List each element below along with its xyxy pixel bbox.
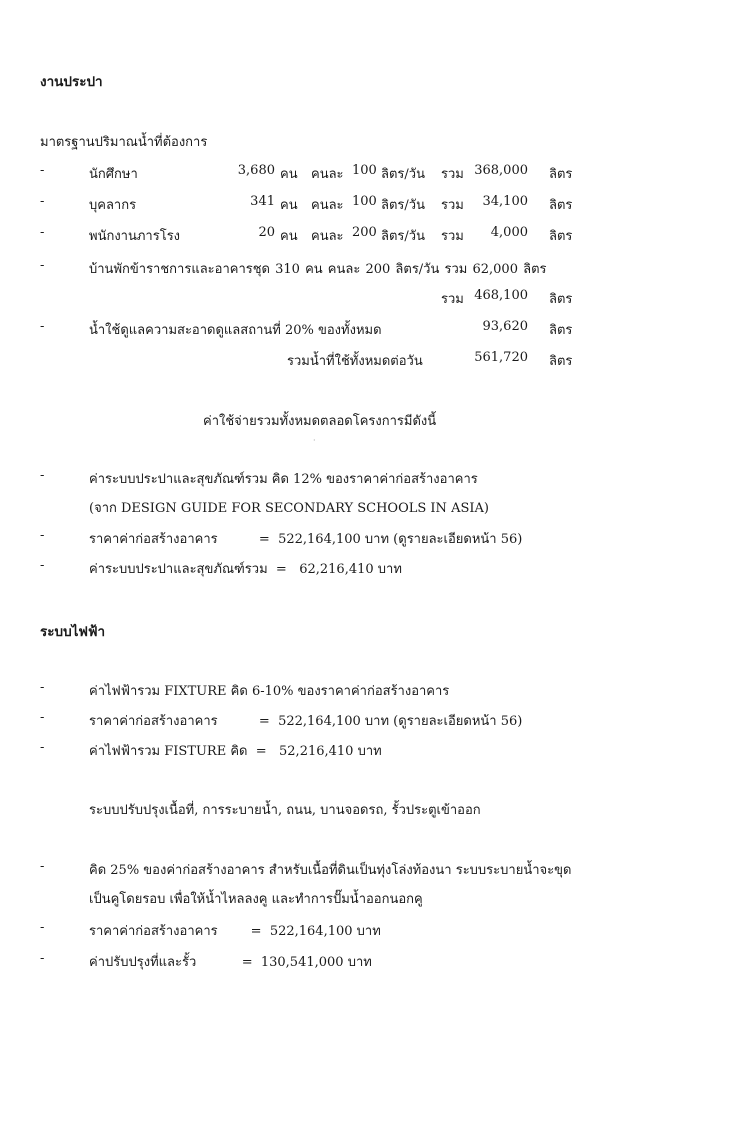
row-total-label: รวม [441,167,464,182]
bullet: - [40,163,45,178]
row-total: 4,000 [490,225,528,240]
cost-item-text: (จาก DESIGN GUIDE FOR SECONDARY SCHOOLS IN ASIA) [89,501,489,516]
bullet: - [40,468,45,483]
row-count: 20 [258,225,275,240]
row-per: คนละ [311,198,344,213]
bullet: - [40,558,45,573]
row-total: 34,100 [482,194,528,209]
water-heading: งานประปา [40,74,103,90]
cost-item-text: ค่าระบบประปาและสุขภัณฑ์รวม คิด 12% ของราคาค่าก่อสร้างอาคาร [89,472,478,487]
site-heading: ระบบปรับปรุงเนื้อที่, การระบายน้ำ, ถนน, บานจอดรถ, รั้วประตูเข้าออก [89,803,481,818]
water-standard-title: มาตรฐานปริมาณน้ำที่ต้องการ [40,135,208,150]
scan-speck: · [313,436,316,445]
daily-total-unit: ลิตร [549,354,573,369]
bullet: - [40,859,45,874]
row-count: 341 [250,194,275,209]
cost-item-text: ค่าระบบประปาและสุขภัณฑ์รวม = 62,216,410 บาท [89,562,402,577]
row-total-unit: ลิตร [549,198,573,213]
subtotal-value: 468,100 [474,288,528,303]
electric-item-text: ราคาค่าก่อสร้างอาคาร = 522,164,100 บาท (ดูรายละเอียดหน้า 56) [89,714,523,729]
row-rate-unit: ลิตร/วัน [381,167,425,182]
row-total-label: รวม [441,198,464,213]
daily-total-value: 561,720 [474,350,528,365]
housing-text: บ้านพักข้าราชการและอาคารชุด 310 คน คนละ 200 ลิตร/วัน รวม 62,000 ลิตร [89,262,547,277]
row-rate-unit: ลิตร/วัน [381,198,425,213]
bullet: - [40,258,45,273]
site-item-text: คิด 25% ของค่าก่อสร้างอาคาร สำหรับเนื้อที่ดินเป็นทุ่งโล่งท้องนา ระบบระบายน้ำจะขุด [89,863,572,878]
row-total-unit: ลิตร [549,167,573,182]
daily-total-label: รวมน้ำที่ใช้ทั้งหมดต่อวัน [287,354,423,369]
row-total: 368,000 [474,163,528,178]
bullet: - [40,225,45,240]
cost-heading: ค่าใช้จ่ายรวมทั้งหมดตลอดโครงการมีดังนี้ [203,414,437,429]
bullet: - [40,920,45,935]
row-rate-unit: ลิตร/วัน [381,229,425,244]
row-per: คนละ [311,167,344,182]
maintenance-value: 93,620 [482,319,528,334]
cost-item-text: ราคาค่าก่อสร้างอาคาร = 522,164,100 บาท (ดูรายละเอียดหน้า 56) [89,532,523,547]
site-item-text: ราคาค่าก่อสร้างอาคาร = 522,164,100 บาท [89,924,381,939]
row-unit: คน [280,198,298,213]
row-total-unit: ลิตร [549,229,573,244]
maintenance-unit: ลิตร [549,323,573,338]
bullet: - [40,951,45,966]
bullet: - [40,680,45,695]
row-per: คนละ [311,229,344,244]
bullet: - [40,194,45,209]
row-label: บุคลากร [89,198,137,213]
subtotal-unit: ลิตร [549,292,573,307]
site-item-text: เป็นคูโดยรอบ เพื่อให้น้ำไหลลงคู และทำการปั๊มน้ำออกนอกคู [89,892,423,907]
bullet: - [40,319,45,334]
electric-item-text: ค่าไฟฟ้ารวม FISTURE คิด = 52,216,410 บาท [89,744,382,759]
bullet: - [40,710,45,725]
row-count: 3,680 [237,163,275,178]
maintenance-label: น้ำใช้ดูแลความสะอาดดูแลสถานที่ 20% ของทั้งหมด [89,323,382,338]
bullet: - [40,740,45,755]
row-unit: คน [280,167,298,182]
row-label: นักศึกษา [89,167,138,182]
subtotal-label: รวม [441,292,464,307]
site-item-text: ค่าปรับปรุงที่และรั้ว = 130,541,000 บาท [89,955,372,970]
row-unit: คน [280,229,298,244]
row-label: พนักงานภารโรง [89,229,181,244]
row-rate: 100 [352,194,377,209]
bullet: - [40,528,45,543]
row-rate: 100 [352,163,377,178]
row-rate: 200 [352,225,377,240]
row-total-label: รวม [441,229,464,244]
electric-heading: ระบบไฟฟ้า [40,624,106,640]
electric-item-text: ค่าไฟฟ้ารวม FIXTURE คิด 6-10% ของราคาค่าก่อสร้างอาคาร [89,684,450,699]
